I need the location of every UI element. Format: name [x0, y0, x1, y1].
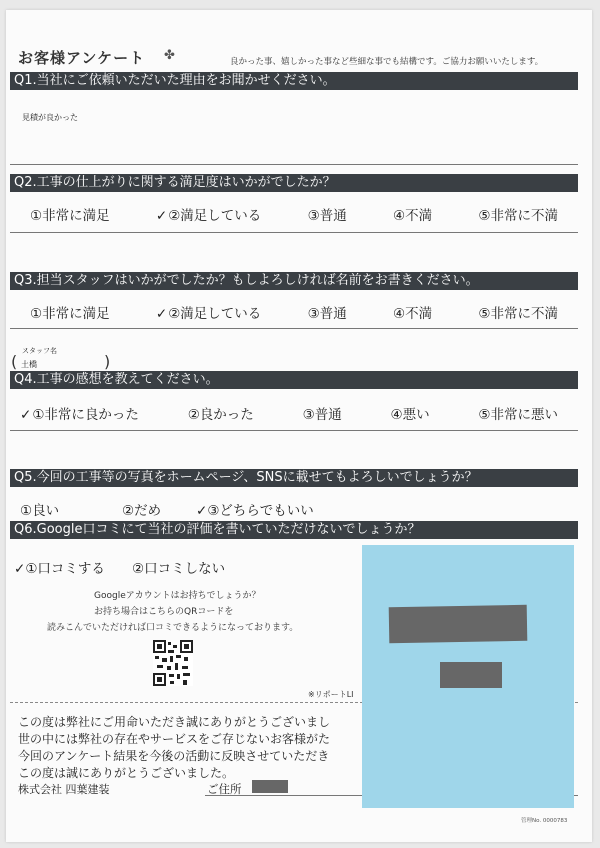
closing-line-3: 今回のアンケート結果を今後の活動に反映させていただき: [18, 749, 330, 763]
q3-question: Q3.担当スタッフはいかがでしたか？もしよろしければ名前をお書きください。: [10, 272, 578, 290]
q3-options: [10, 302, 578, 322]
q5-option-3[interactable]: ✓③どちらでもいい: [196, 503, 314, 519]
google-help-line-1: Googleアカウントはお持ちでしょうか？: [94, 591, 261, 601]
q2-question: Q2.工事の仕上がりに関する満足度はいかがでしたか？: [10, 174, 578, 192]
q4-option-5[interactable]: ⑤非常に悪い: [478, 407, 558, 423]
q5-option-2[interactable]: ②だめ: [122, 503, 162, 519]
q3-option-2[interactable]: ✓②満足している: [155, 306, 262, 322]
staff-name-label: スタッフ名: [22, 347, 57, 355]
redaction-bar: [389, 605, 528, 643]
q3-option-5[interactable]: ⑤非常に不満: [478, 306, 558, 322]
q4-divider: [10, 430, 578, 431]
q1-divider: [10, 164, 578, 165]
report-note: ※リポートLI: [308, 690, 354, 699]
q2-option-4[interactable]: ④不満: [392, 208, 433, 224]
q3-option-1[interactable]: ①非常に満足: [30, 306, 110, 322]
checkmark-icon: ✓: [20, 407, 32, 423]
q6-question: Q6.Google口コミにて当社の評価を書いていただけないでしょうか？: [10, 521, 578, 539]
form-number: 管理No. 0000783: [521, 818, 568, 824]
closing-line-1: この度は弊社にご用命いただき誠にありがとうございまし: [18, 715, 331, 729]
checkmark-icon: ✓: [155, 306, 168, 322]
clover-icon: ✤: [164, 48, 175, 63]
q4-options: [10, 403, 578, 423]
q1-answer: 見積が良かった: [22, 113, 78, 122]
q2-options: [10, 204, 578, 224]
q1-question: Q1.当社にご依頼いただいた理由をお聞かせください。: [10, 72, 578, 90]
q4-question: Q4.工事の感想を教えてください。: [10, 371, 578, 389]
q3-option-3[interactable]: ③普通: [307, 306, 347, 322]
q6-option-1[interactable]: ✓①口コミする: [14, 561, 105, 577]
q3-option-4[interactable]: ④不満: [392, 306, 433, 322]
q2-option-5[interactable]: ⑤非常に不満: [478, 208, 558, 224]
q6-option-2[interactable]: ②口コミしない: [132, 561, 226, 577]
closing-line-2: 世の中には弊社の存在やサービスをご存じないお客様がた: [18, 732, 331, 746]
company-name: 株式会社 四葉建装: [18, 783, 110, 796]
redaction-bar: [440, 662, 502, 688]
q2-option-2[interactable]: ✓②満足している: [155, 208, 262, 224]
q4-option-3[interactable]: ③普通: [302, 407, 342, 423]
qr-code-icon[interactable]: [153, 640, 193, 686]
survey-title: お客様アンケート: [18, 49, 146, 67]
q4-option-1[interactable]: ✓①非常に良かった: [20, 407, 139, 423]
q3-divider: [10, 328, 578, 329]
staff-name-paren-open: (: [11, 352, 18, 371]
checkmark-icon: ✓: [155, 208, 168, 224]
address-redaction-bar: [252, 780, 288, 793]
staff-name-paren-close: ): [104, 352, 111, 371]
closing-line-4: この度は誠にありがとうございました。: [18, 766, 235, 780]
survey-lead-text: 良かった事、嬉しかった事など些細な事でも結構です。ご協力お願いいたします。: [230, 57, 544, 67]
q4-option-2[interactable]: ②良かった: [187, 407, 254, 423]
staff-name-value: 土橋: [21, 360, 37, 369]
q4-option-4[interactable]: ④悪い: [390, 407, 430, 423]
google-help-line-3: 読みこんでいただければ口コミできるようになっております。: [47, 623, 299, 633]
address-label: ご住所: [207, 782, 242, 796]
q2-option-3[interactable]: ③普通: [307, 208, 347, 224]
q5-question: Q5.今回の工事等の写真をホームページ、SNSに載せてもよろしいでしょうか？: [10, 469, 578, 487]
q2-divider: [10, 232, 578, 233]
q2-option-1[interactable]: ①非常に満足: [30, 208, 110, 224]
q5-option-1[interactable]: ①良い: [20, 503, 60, 519]
google-help-line-2: お持ち場合はこちらのQRコードを: [94, 607, 234, 617]
checkmark-icon: ✓: [14, 561, 26, 577]
checkmark-icon: ✓: [196, 503, 208, 519]
